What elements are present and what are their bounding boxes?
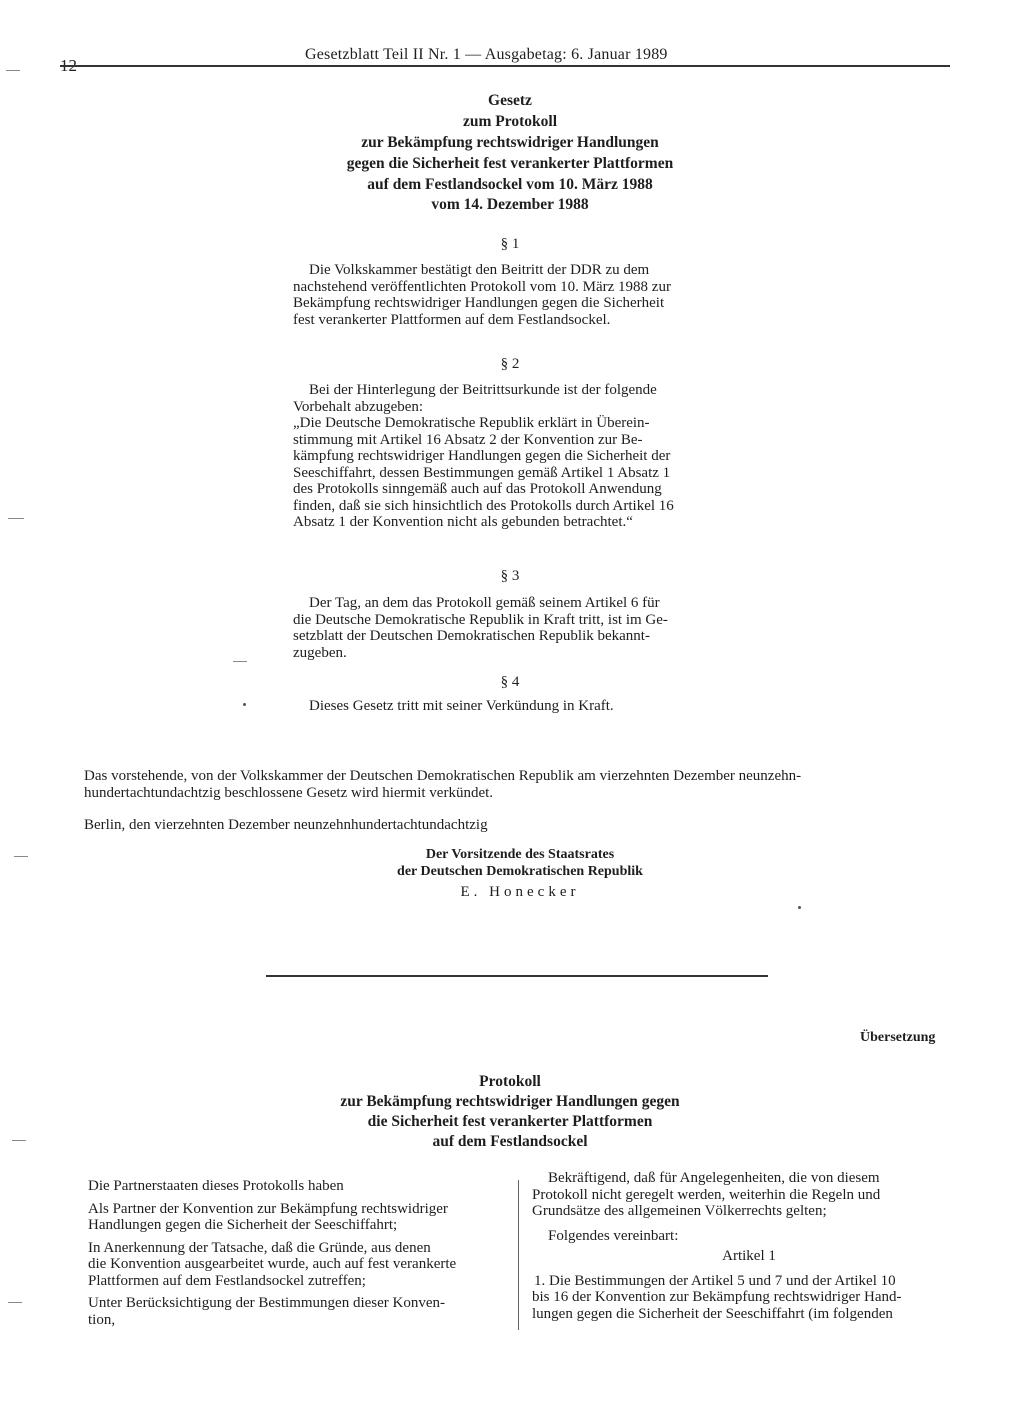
text-line: Bekräftigend, daß für Angelegenheiten, die von diesem <box>548 1170 880 1186</box>
scan-mark <box>243 703 246 706</box>
scan-mark <box>798 906 801 909</box>
signatory-title: der Deutschen Demokratischen Republik <box>397 864 643 879</box>
law-title-line: gegen die Sicherheit fest verankerter Plattformen <box>346 155 674 172</box>
section-4-text <box>293 698 729 715</box>
section-mark-4: § 4 <box>500 674 520 690</box>
scan-mark <box>14 856 28 857</box>
text-line: stimmung mit Artikel 16 Absatz 2 der Konvention zur Be- <box>293 431 643 448</box>
text-line: Dieses Gesetz tritt mit seiner Verkündung in Kraft. <box>309 698 614 714</box>
scan-mark <box>6 70 20 71</box>
law-title <box>260 90 760 195</box>
scan-mark <box>8 1302 22 1303</box>
text-line: Folgendes vereinbart: <box>548 1227 679 1244</box>
text-line: tion, <box>88 1311 116 1328</box>
text-line: Bekämpfung rechtswidriger Handlungen gegen die Sicherheit <box>293 295 665 311</box>
text-line: Plattformen auf dem Festlandsockel zutreffen; <box>88 1272 366 1289</box>
place-date: Berlin, den vierzehnten Dezember neunzehnhundertachtundachtzig <box>84 817 488 833</box>
text-line: Als Partner der Konvention zur Bekämpfung rechtswidriger <box>88 1200 448 1217</box>
text-line: setzblatt der Deutschen Demokratischen Republik bekannt- <box>293 628 650 644</box>
text-line: In Anerkennung der Tatsache, daß die Gründe, aus denen <box>88 1239 431 1256</box>
page-number: 12 <box>60 56 77 75</box>
protocol-title-line: zur Bekämpfung rechtswidriger Handlungen gegen <box>340 1093 680 1110</box>
article-heading: Artikel 1 <box>722 1248 776 1264</box>
scan-mark <box>233 661 247 662</box>
header-rule <box>60 65 950 67</box>
text-line: bis 16 der Konvention zur Bekämpfung rechtswidriger Hand- <box>532 1289 902 1305</box>
section-3-text <box>293 595 729 661</box>
scan-mark <box>8 518 24 519</box>
text-line: Unter Berücksichtigung der Bestimmungen dieser Konven- <box>88 1295 445 1311</box>
text-line: Die Partnerstaaten dieses Protokolls haben <box>88 1178 344 1194</box>
text-line: Vorbehalt abzugeben: <box>293 398 424 415</box>
text-line: fest verankerter Plattformen auf dem Festlandsockel. <box>293 311 611 328</box>
section-mark-2: § 2 <box>500 356 520 372</box>
text-line: lungen gegen die Sicherheit der Seeschiffahrt (im folgenden <box>532 1305 893 1322</box>
section-divider <box>266 975 768 977</box>
law-title-line: zum Protokoll <box>463 113 557 130</box>
section-mark-1: § 1 <box>500 236 520 252</box>
law-title-line: auf dem Festlandsockel vom 10. März 1988 <box>367 176 653 193</box>
text-line: nachstehend veröffentlichten Protokoll vom 10. März 1988 zur <box>293 278 671 295</box>
signatory-block <box>260 846 780 880</box>
protocol-title <box>260 1072 760 1152</box>
protocol-title-line: die Sicherheit fest verankerter Plattformen <box>367 1113 653 1130</box>
text-line: die Konvention ausgearbeitet wurde, auch auf fest verankerte <box>88 1256 457 1272</box>
section-mark-3: § 3 <box>500 568 520 584</box>
text-line: Handlungen gegen die Sicherheit der Seeschiffahrt; <box>88 1217 398 1233</box>
text-line: des Protokolls sinngemäß auch auf das Protokoll Anwendung <box>293 481 662 497</box>
text-line: 1. Die Bestimmungen der Artikel 5 und 7 und der Artikel 10 <box>534 1272 896 1289</box>
translation-label: Übersetzung <box>860 1030 936 1045</box>
protocol-left-column <box>88 1178 510 1328</box>
text-line: hundertachtundachtzig beschlossene Gesetz wird hiermit verkündet. <box>84 784 494 801</box>
text-line: kämpfung rechtswidriger Handlungen gegen die Sicherheit der <box>293 448 671 464</box>
running-title: Gesetzblatt Teil II Nr. 1 — Ausgabetag: 6. Januar 1989 <box>305 46 668 63</box>
text-line: Bei der Hinterlegung der Beitrittsurkunde ist der folgende <box>309 382 657 398</box>
law-date: vom 14. Dezember 1988 <box>431 196 589 213</box>
law-title-line: zur Bekämpfung rechtswidriger Handlungen <box>361 134 659 151</box>
text-line: die Deutsche Demokratische Republik in Kraft tritt, ist im Ge- <box>293 611 668 628</box>
protocol-title-line: Protokoll <box>479 1073 541 1090</box>
text-line: Grundsätze des allgemeinen Völkerrechts gelten; <box>532 1203 827 1219</box>
section-1-text <box>293 262 729 328</box>
text-line: „Die Deutsche Demokratische Republik erklärt in Überein- <box>293 415 650 431</box>
text-line: finden, daß sie sich hinsichtlich des Protokolls durch Artikel 16 <box>293 497 674 514</box>
protocol-right-column <box>532 1170 966 1322</box>
law-title-line: Gesetz <box>488 92 532 109</box>
signatory-name: E. Honecker <box>460 884 580 900</box>
protocol-title-line: auf dem Festlandsockel <box>432 1133 588 1150</box>
scan-mark <box>12 1140 26 1141</box>
text-line: Protokoll nicht geregelt werden, weiterhin die Regeln und <box>532 1186 881 1203</box>
text-line: Seeschiffahrt, dessen Bestimmungen gemäß Artikel 1 Absatz 1 <box>293 464 671 481</box>
text-line: Der Tag, an dem das Protokoll gemäß seinem Artikel 6 für <box>309 595 660 611</box>
promulgation-text <box>84 768 964 801</box>
column-divider <box>518 1180 519 1330</box>
section-2-text <box>293 382 729 531</box>
text-line: zugeben. <box>293 644 347 661</box>
text-line: Absatz 1 der Konvention nicht als gebunden betrachtet.“ <box>293 514 633 530</box>
signatory-title: Der Vorsitzende des Staatsrates <box>425 847 615 862</box>
text-line: Die Volkskammer bestätigt den Beitritt der DDR zu dem <box>309 262 650 278</box>
text-line: Das vorstehende, von der Volkskammer der Deutschen Demokratischen Republik am vierzehnten Dezember neunzehn- <box>84 768 802 784</box>
